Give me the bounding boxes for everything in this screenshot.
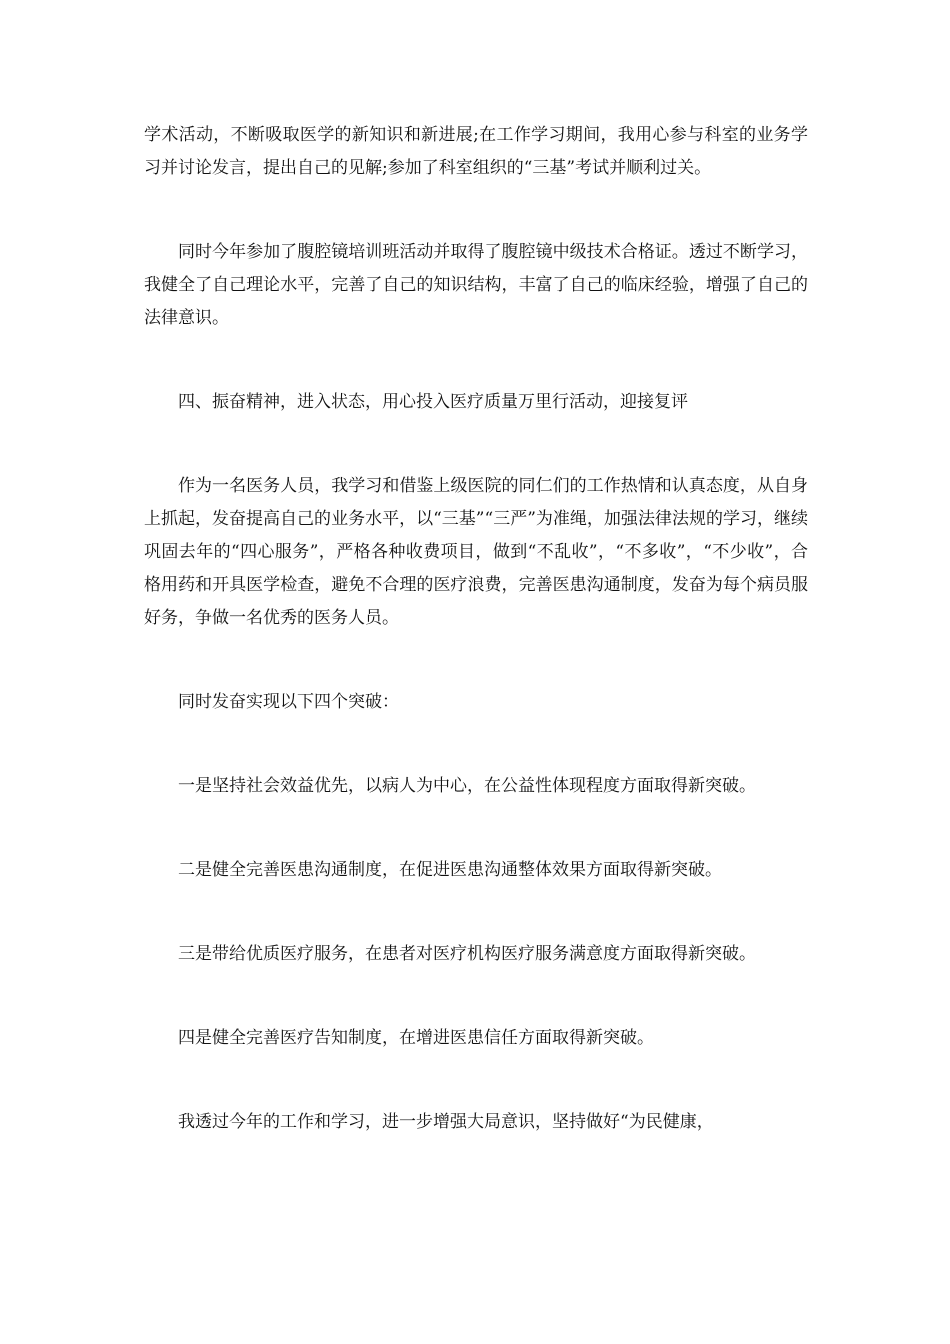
- paragraph-four-breakthroughs-intro: 同时发奋实现以下四个突破：: [178, 692, 399, 712]
- paragraph-breakthrough-two: 二是健全完善医患沟通制度，在促进医患沟通整体效果方面取得新突破。: [178, 860, 722, 880]
- paragraph-medical-staff: 作为一名医务人员，我学习和借鉴上级医院的同仁们的工作热情和认真态度，从自身上抓起，发奋提高自己的业务水平，以“三基”“三严”为准绳，加强法律法规的学习，继续巩固去年的“四心服务”，严格各种收费项目，做到“不乱收”，“不多收”，“不少收”，合格用药和开具医学检查，避免不合理的医疗浪费，完善医患沟通制度，发奋为每个病员服好务，争做一名优秀的医务人员。: [144, 476, 808, 628]
- document-body: [144, 119, 808, 1139]
- paragraph-continuation: 学术活动，不断吸取医学的新知识和新进展;在工作学习期间，我用心参与科室的业务学习并讨论发言，提出自己的见解;参加了科室组织的“三基”考试并顺利过关。: [144, 125, 808, 178]
- paragraph-breakthrough-three: 三是带给优质医疗服务，在患者对医疗机构医疗服务满意度方面取得新突破。: [178, 944, 756, 964]
- paragraph-breakthrough-four: 四是健全完善医疗告知制度，在增进医患信任方面取得新突破。: [178, 1028, 654, 1048]
- paragraph-breakthrough-one: 一是坚持社会效益优先，以病人为中心，在公益性体现程度方面取得新突破。: [178, 776, 756, 796]
- paragraph-training: 同时今年参加了腹腔镜培训班活动并取得了腹腔镜中级技术合格证。透过不断学习，我健全了自己理论水平，完善了自己的知识结构，丰富了自己的临床经验，增强了自己的法律意识。: [144, 242, 808, 328]
- paragraph-closing: 我透过今年的工作和学习，进一步增强大局意识，坚持做好“为民健康，: [178, 1112, 714, 1132]
- section-heading-four: 四、振奋精神，进入状态，用心投入医疗质量万里行活动，迎接复评: [178, 392, 688, 412]
